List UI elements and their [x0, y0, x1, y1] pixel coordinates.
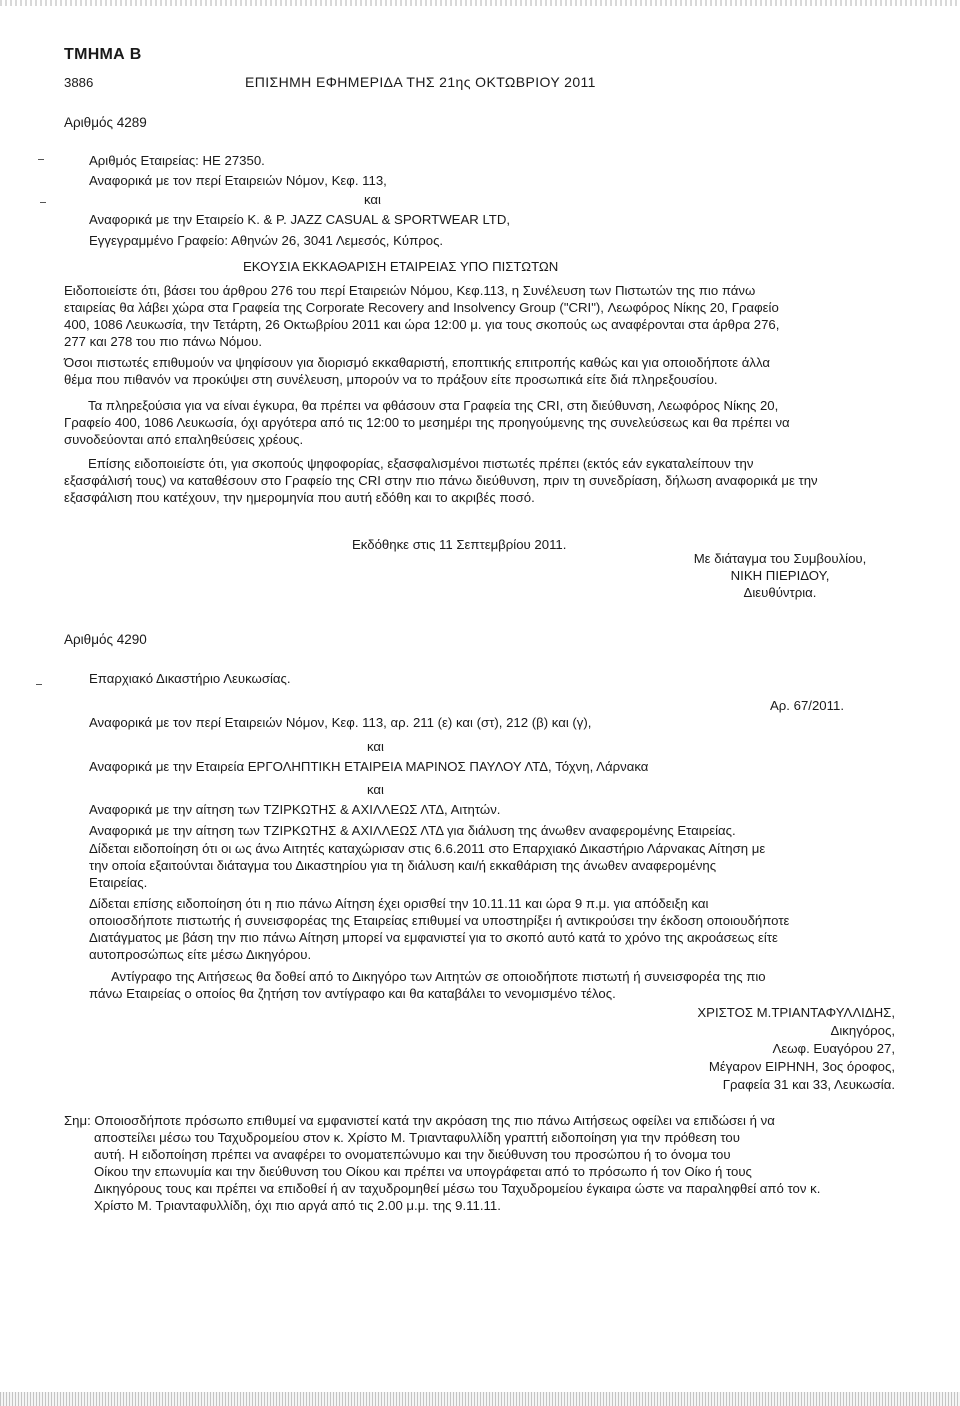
section-heading: ΤΜΗΜΑ Β — [64, 46, 142, 63]
text-line: Αντίγραφο της Αιτήσεως θα δοθεί από το Δικηγόρο των Αιτητών σε οποιοδήποτε πιστωτή ή συνεισφορέα της πιο — [111, 969, 766, 984]
text-line: την οποία εξαιτούνται διάταγμα του Δικαστηρίου για τη διάλυση και/ή εκκαθάριση της άνωθεν αναφερομένης — [89, 858, 717, 873]
page-number: 3886 — [64, 75, 94, 90]
signature-line: Με διάταγμα του Συμβουλίου, — [693, 551, 867, 566]
notice-title: ΕΚΟΥΣΙΑ ΕΚΚΑΘΑΡΙΣΗ ΕΤΑΙΡΕΙΑΣ ΥΠΟ ΠΙΣΤΩΤΩΝ — [243, 259, 559, 274]
address-line: Λεωφ. Ευαγόρου 27, — [772, 1041, 895, 1056]
conjunction-kai: και — [367, 782, 384, 797]
text-line: εξασφάλισή τους) να καταθέσουν στο Γραφείο της CRI στην πιο πάνω διεύθυνση, πριν τη συνεδρίαση, δήλωση αναφορικά με την — [64, 473, 818, 488]
note-line: Δικηγόρους τους και πρέπει να επιδοθεί ή αν ταχυδρομηθεί μέσω του Ταχυδρομείου έγκαιρα ώστε να παραληφθεί από τον κ. — [94, 1181, 821, 1196]
note-line: Οίκου την επωνυμία και την διεύθυνση του Οίκου και πρέπει να υπογράφεται από το πρόσωπο ή τον Οίκο ή τους — [94, 1164, 752, 1179]
reference-petition: Αναφορικά με την αίτηση των ΤΖΙΡΚΩΤΗΣ & ΑΧΙΛΛΕΩΣ ΛΤΔ, Αιτητών. — [89, 802, 501, 817]
text-line: Όσοι πιστωτές επιθυμούν να ψηφίσουν για διορισμό εκκαθαριστή, εποπτικής επιτροπής καθώς και για οποιοδήποτε άλλα — [64, 355, 770, 370]
paragraph-proxies — [64, 397, 879, 448]
note-line: αυτή. Η ειδοποίηση πρέπει να αναφέρει το ονοματεπώνυμο και την διεύθυνση του προσώπου ή το όνομα του — [94, 1147, 731, 1162]
text-line: Εταιρείας. — [89, 875, 148, 890]
text-line: Ειδοποιείστε ότι, βάσει του άρθρου 276 του περί Εταιρειών Νόμου, Κεφ.113, η Συνέλευση των Πιστωτών της πιο πάνω — [64, 283, 756, 298]
reference-law: Αναφορικά με τον περί Εταιρειών Νόμον, Κεφ. 113, αρ. 211 (ε) και (στ), 212 (β) και (γ), — [89, 715, 592, 730]
margin-mark — [38, 159, 44, 160]
text-line: εταιρείας θα λάβει χώρα στα Γραφεία της Corporate Recovery and Insolvency Group ("CRI"), Λεωφόρος Νίκης 20, Γραφείο — [64, 300, 779, 315]
text-line: αυτοπροσώπως είτε μέσω Δικηγόρου. — [89, 947, 312, 962]
reference-petition-purpose: Αναφορικά με την αίτηση των ΤΖΙΡΚΩΤΗΣ & ΑΧΙΛΛΕΩΣ ΛΤΔ για διάλυση της άνωθεν αναφερομένης Εταιρείας. — [89, 823, 736, 838]
signatory-title: Δικηγόρος, — [830, 1023, 895, 1038]
text-line: Τα πληρεξούσια για να είναι έγκυρα, θα πρέπει να φθάσουν στα Γραφεία της CRI, στη διεύθυνση, Λεωφόρος Νίκης 20, — [88, 398, 779, 413]
note-line: Χρίστο Μ. Τριανταφυλλίδη, όχι πιο αργά από τις 2.00 μ.μ. της 9.11.11. — [94, 1198, 501, 1213]
reference-law: Αναφορικά με τον περί Εταιρειών Νόμον, Κεφ. 113, — [89, 173, 387, 188]
court-name: Επαρχιακό Δικαστήριο Λευκωσίας. — [89, 671, 291, 686]
signatory-name: ΧΡΙΣΤΟΣ Μ.ΤΡΙΑΝΤΑΦΥΛΛΙΔΗΣ, — [697, 1005, 895, 1020]
text-line: εξασφάλιση που κατέχουν, την ημερομηνία που αυτή εδόθη και το ακριβές ποσό. — [64, 490, 535, 505]
text-line: Επίσης ειδοποιείστε ότι, για σκοπούς ψηφοφορίας, εξασφαλισμένοι πιστωτές πρέπει (εκτός εάν εγκαταλείπουν την — [88, 456, 754, 471]
text-line: πάνω Εταιρείας ο οποίος θα ζητήση τον αντίγραφο και θα καταβάλει το νενομισμένο τέλος. — [89, 986, 616, 1001]
text-line: θέμα που πιθανόν να προκύψει στη συνέλευση, μπορούν να το πράξουν είτε προσωπικά είτε διά πληρεξουσίου. — [64, 372, 718, 387]
note-line: Σημ: Οποιοσδήποτε πρόσωπο επιθυμεί να εμφανιστεί κατά την ακρόαση της πιο πάνω Αιτήσεως οφείλει να επιδώσει ή να — [64, 1113, 775, 1128]
text-line: Δίδεται ειδοποίηση ότι οι ως άνω Αιτητές καταχώρισαν στις 6.6.2011 στο Επαρχιακό Δικαστήριο Λάρνακας Αίτηση με — [89, 841, 766, 856]
case-number: Αρ. 67/2011. — [770, 698, 844, 713]
note-line: αποστείλει μέσω του Ταχυδρομείου στον κ. Χρίστο Μ. Τριανταφυλλίδη γραπτή ειδοποίηση για την πρόθεση του — [94, 1130, 740, 1145]
text-line: οποιοσδήποτε πιστωτής ή συνεισφορέας της Εταιρείας επιθυμεί να υποστηρίξει ή αντικρούσει την έκδοση οποιουδήποτε — [89, 913, 790, 928]
paragraph-secured-creditors — [64, 455, 879, 506]
scan-artifact-top — [0, 0, 960, 6]
scan-artifact-bottom — [0, 1392, 960, 1406]
notice-number-4289: Αριθμός 4289 — [64, 115, 147, 130]
company-number: Αριθμός Εταιρείας: ΗΕ 27350. — [89, 153, 265, 168]
address-line: Μέγαρον ΕΙΡΗΝΗ, 3ος όροφος, — [708, 1059, 895, 1074]
notice-number-4290: Αριθμός 4290 — [64, 632, 147, 647]
paragraph-copy — [89, 968, 879, 1002]
registered-office: Εγγεγραμμένο Γραφείο: Αθηνών 26, 3041 Λεμεσός, Κύπρος. — [89, 233, 444, 248]
paragraph-voting — [64, 354, 879, 388]
signature-block-4289 — [660, 551, 900, 601]
reference-company: Αναφορικά με την Εταιρείο Κ. & Ρ. JAZZ CASUAL & SPORTWEAR LTD, — [89, 212, 511, 227]
margin-mark — [40, 202, 46, 203]
reference-company: Αναφορικά με την Εταιρεία ΕΡΓΟΛΗΠΤΙΚΗ ΕΤΑΙΡΕΙΑ ΜΑΡΙΝΟΣ ΠΑΥΛΟΥ ΛΤΔ, Τόχνη, Λάρνακα — [89, 759, 649, 774]
text-line: Δίδεται επίσης ειδοποίηση ότι η πιο πάνω Αίτηση έχει ορισθεί την 10.11.11 και ώρα 9 π.μ. για απόδειξη και — [89, 896, 709, 911]
paragraph-filing — [89, 840, 879, 891]
signatory-title: Διευθύντρια. — [743, 585, 817, 600]
text-line: 277 και 278 του πιο πάνω Νόμου. — [64, 334, 262, 349]
text-line: Διατάγματος με βάση την πιο πάνω Αίτηση μπορεί να εμφανιστεί για το σκοπό αυτό κατά το χρόνο της ακροάσεως είτε — [89, 930, 778, 945]
signature-block-4290 — [615, 1005, 895, 1093]
paragraph-hearing — [89, 895, 879, 963]
paragraph-meeting — [64, 282, 879, 350]
issue-date: Εκδόθηκε στις 11 Σεπτεμβρίου 2011. — [352, 537, 567, 552]
address-line: Γραφεία 31 και 33, Λευκωσία. — [722, 1077, 895, 1092]
gazette-title: ΕΠΙΣΗΜΗ ΕΦΗΜΕΡΙΔΑ ΤΗΣ 21ης ΟΚΤΩΒΡΙΟΥ 2011 — [245, 74, 596, 90]
signatory-name: ΝΙΚΗ ΠΙΕΡΙΔΟΥ, — [730, 568, 830, 583]
note-paragraph — [64, 1112, 854, 1214]
text-line: Γραφείο 400, 1086 Λευκωσία, όχι αργότερα από τις 12:00 το μεσημέρι της προηγούμενης της συνελεύσεως και θα πρέπει να — [64, 415, 790, 430]
text-line: 400, 1086 Λευκωσία, την Τετάρτη, 26 Οκτωβρίου 2011 και ώρα 12:00 μ. για τους σκοπούς ως αναφέρονται στα άρθρα 276, — [64, 317, 780, 332]
text-line: συνοδεύονται από επαληθεύσεις χρέους. — [64, 432, 304, 447]
conjunction-kai: και — [364, 192, 381, 207]
conjunction-kai: και — [367, 739, 384, 754]
margin-mark — [36, 684, 42, 685]
